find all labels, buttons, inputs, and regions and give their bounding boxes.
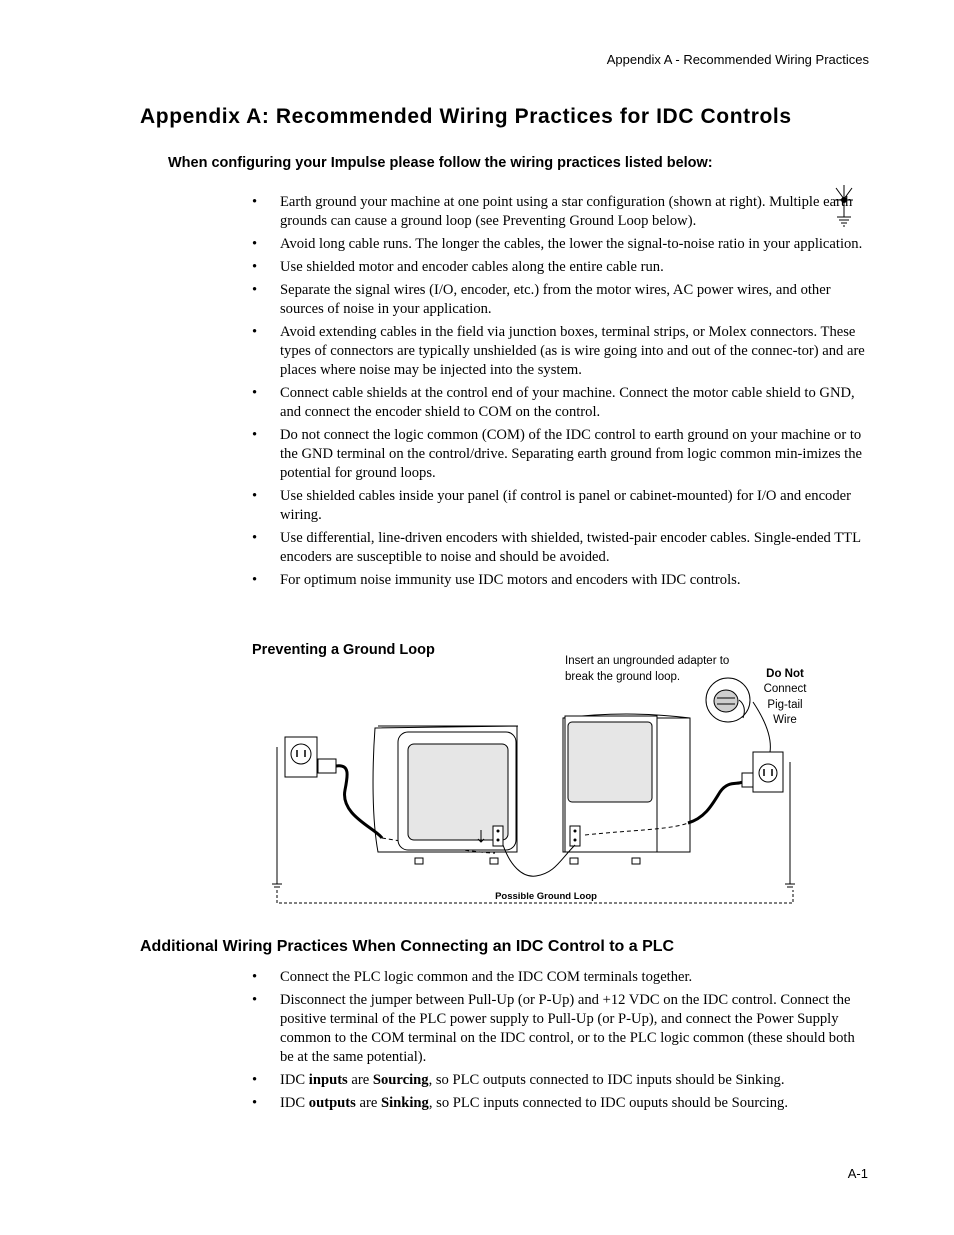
list-item: • Avoid extending cables in the field via junction boxes, terminal strips, or Molex connectors. These types of connectors are typically unshielded (as is wire going into and out of the connec-tor) and are places where noise may be injected into the system. bbox=[252, 324, 865, 378]
right-monitor bbox=[563, 714, 690, 864]
plc-section-heading: Additional Wiring Practices When Connecting an IDC Control to a PLC bbox=[140, 938, 675, 955]
possible-ground-loop-label: Possible Ground Loop bbox=[495, 891, 597, 902]
adapter-note-line2: break the ground loop. bbox=[565, 671, 681, 683]
intro-text: When configuring your Impulse please follow the wiring practices listed below: bbox=[168, 155, 713, 171]
list-item: • Use shielded motor and encoder cables along the entire cable run. bbox=[252, 259, 664, 275]
running-head: Appendix A - Recommended Wiring Practices bbox=[606, 52, 869, 67]
plc-practices-list bbox=[252, 968, 872, 1117]
ungrounded-adapter-icon bbox=[706, 678, 750, 722]
list-item: • Connect cable shields at the control end of your machine. Connect the motor cable shield to GND, and connect the encoder shield to COM on the control. bbox=[252, 385, 855, 420]
wiring-practices-list bbox=[252, 193, 872, 594]
list-item: • Do not connect the logic common (COM) of the IDC control to earth ground on your machine or to the GND terminal on the control/drive. Separating earth ground from logic common min-imizes the potential for ground loops. bbox=[252, 427, 862, 481]
list-item: • Separate the signal wires (I/O, encoder, etc.) from the motor wires, AC power wires, and other sources of noise in your application. bbox=[252, 282, 831, 317]
list-item: • Avoid long cable runs. The longer the cables, the lower the signal-to-noise ratio in your application. bbox=[252, 236, 863, 252]
adapter-note-line1: Insert an ungrounded adapter to bbox=[565, 655, 730, 667]
list-item: • Use differential, line-driven encoders with shielded, twisted-pair encoder cables. Single-ended TTL encoders are susceptible to noise and should be avoided. bbox=[252, 530, 861, 565]
list-item: • IDC outputs are Sinking, so PLC inputs connected to IDC ouputs should be Sourcing. bbox=[252, 1095, 788, 1111]
list-item: • For optimum noise immunity use IDC motors and encoders with IDC controls. bbox=[252, 572, 741, 588]
do-not-label: Do Not bbox=[766, 668, 804, 680]
pig-tail-label: Pig-tail bbox=[767, 699, 803, 711]
left-wall-outlet-icon bbox=[285, 737, 317, 777]
list-item: • Connect the PLC logic common and the IDC COM terminals together. bbox=[252, 969, 693, 985]
ground-loop-diagram bbox=[260, 640, 820, 910]
list-item: • IDC inputs are Sourcing, so PLC outputs connected to IDC inputs should be Sinking. bbox=[252, 1072, 785, 1088]
list-item: • Disconnect the jumper between Pull-Up (or P-Up) and +12 VDC on the IDC control. Connect the positive terminal of the PLC power supply to Pull-Up (or P-Up), and connect the Power Supply common to the COM terminal on the IDC control, or to the PLC logic common (these should both be at the same potential). bbox=[252, 992, 855, 1065]
connect-label: Connect bbox=[763, 683, 807, 695]
page-number: A-1 bbox=[847, 1166, 868, 1181]
right-wall-outlet-icon bbox=[753, 752, 783, 792]
ground-loop-heading: Preventing a Ground Loop bbox=[252, 642, 435, 658]
wire-label: Wire bbox=[773, 714, 797, 726]
list-item: • Use shielded cables inside your panel (if control is panel or cabinet-mounted) for I/O and encoder wiring. bbox=[252, 488, 851, 523]
page-title: Appendix A: Recommended Wiring Practices for IDC Controls bbox=[140, 105, 792, 128]
list-item: • Earth ground your machine at one point using a star configuration (shown at right). Multiple earth grounds can cause a ground loop (see Preventing Ground Loop below). bbox=[252, 194, 853, 229]
left-monitor bbox=[373, 726, 518, 864]
